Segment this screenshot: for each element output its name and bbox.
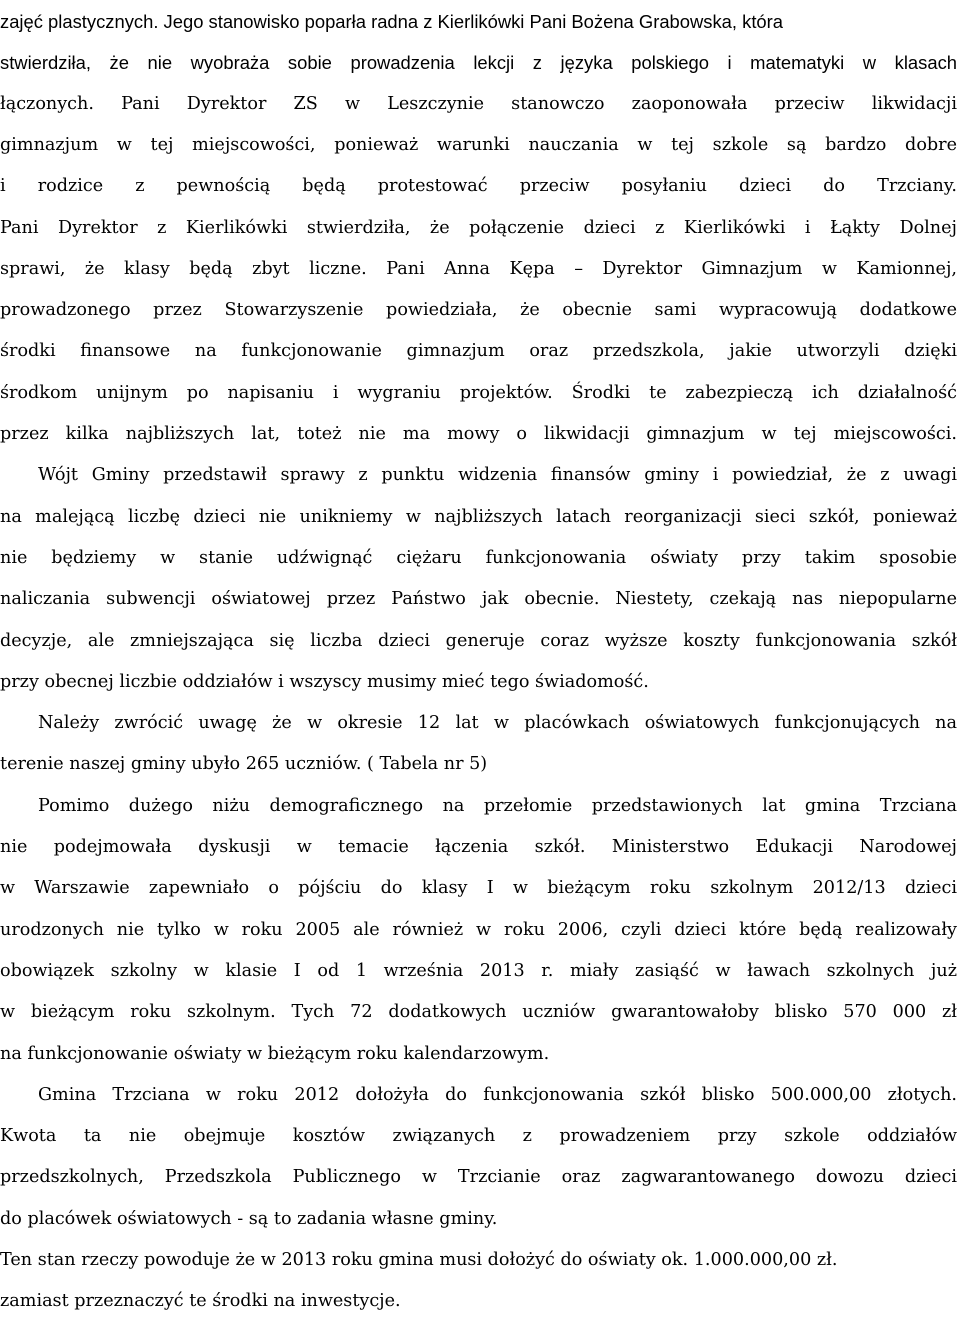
text-line: łączonych. Pani Dyrektor ZS w Leszczynie stanowczo zaoponowała przeciw likwidacji xyxy=(0,93,957,114)
text-line: do placówek oświatowych - są to zadania własne gminy. xyxy=(0,1208,498,1229)
text-line: nie będziemy w stanie udźwignąć ciężaru funkcjonowania oświaty przy takim sposobie xyxy=(0,547,957,568)
text-line: Kwota ta nie obejmuje kosztów związanych z prowadzeniem przy szkole oddziałów xyxy=(0,1126,957,1147)
text-line: zamiast przeznaczyć te środki na inwestycje. xyxy=(0,1291,401,1312)
text-line: obowiązek szkolny w klasie I od 1 września 2013 r. miały zasiąść w ławach szkolnych już xyxy=(0,960,957,981)
text-line: w Warszawie zapewniało o pójściu do klasy I w bieżącym roku szkolnym 2012/13 dzieci xyxy=(0,878,957,899)
text-line: terenie naszej gminy ubyło 265 uczniów. ( Tabela nr 5) xyxy=(0,754,488,775)
text-line: Pani Dyrektor z Kierlikówki stwierdziła, że połączenie dzieci z Kierlikówki i Łąkty Dolnej xyxy=(0,217,957,238)
text-line: sprawi, że klasy będą zbyt liczne. Pani Anna Kępa – Dyrektor Gimnazjum w Kamionnej, xyxy=(0,258,957,279)
text-line: Wójt Gminy przedstawił sprawy z punktu widzenia finansów gminy i powiedział, że z uwagi xyxy=(38,465,957,486)
text-line: Należy zwrócić uwagę że w okresie 12 lat w placówkach oświatowych funkcjonujących na xyxy=(38,713,957,734)
text-line: stwierdziła, że nie wyobraża sobie prowadzenia lekcji z języka polskiego i matematyki w klasach xyxy=(0,52,957,74)
text-line: przez kilka najbliższych lat, toteż nie ma mowy o likwidacji gimnazjum w tej miejscowości. xyxy=(0,424,957,444)
text-line: na malejącą liczbę dzieci nie unikniemy w najbliższych latach reorganizacji sieci szkół, ponieważ xyxy=(0,506,957,527)
text-line: przy obecnej liczbie oddziałów i wszyscy musimy mieć tego świadomość. xyxy=(0,671,649,692)
text-line: środkom unijnym po napisaniu i wygraniu projektów. Środki te zabezpieczą ich działalność xyxy=(0,382,957,403)
text-line: w bieżącym roku szkolnym. Tych 72 dodatkowych uczniów gwarantowałoby blisko 570 000 zł xyxy=(0,1002,957,1023)
text-line: decyzje, ale zmniejszająca się liczba dzieci generuje coraz wyższe koszty funkcjonowania szkół xyxy=(0,630,957,651)
text-line: i rodzice z pewnością będą protestować przeciw posyłaniu dzieci do Trzciany. xyxy=(0,176,957,197)
text-line: zajęć plastycznych. Jego stanowisko poparła radna z Kierlikówki Pani Bożena Grabowska, która xyxy=(0,11,784,32)
text-line: przedszkolnych, Przedszkola Publicznego w Trzcianie oraz zagwarantowanego dowozu dzieci xyxy=(0,1167,957,1188)
text-line: Ten stan rzeczy powoduje że w 2013 roku gmina musi dołożyć do oświaty ok. 1.000.000,00 zł. xyxy=(0,1250,838,1270)
text-line: środki finansowe na funkcjonowanie gimnazjum oraz przedszkola, jakie utworzyli dzięki xyxy=(0,341,957,362)
text-line: Pomimo dużego niżu demograficznego na przełomie przedstawionych lat gmina Trzciana xyxy=(38,795,957,816)
text-line: naliczania subwencji oświatowej przez Państwo jak obecnie. Niestety, czekają nas niepopularne xyxy=(0,589,957,610)
text-line: urodzonych nie tylko w roku 2005 ale również w roku 2006, czyli dzieci które będą realizowały xyxy=(0,919,957,940)
text-line: na funkcjonowanie oświaty w bieżącym roku kalendarzowym. xyxy=(0,1043,550,1064)
text-line: nie podejmowała dyskusji w temacie łączenia szkół. Ministerstwo Edukacji Narodowej xyxy=(0,837,957,857)
text-line: prowadzonego przez Stowarzyszenie powiedziała, że obecnie sami wypracowują dodatkowe xyxy=(0,300,957,321)
text-line: Gmina Trzciana w roku 2012 dołożyła do funkcjonowania szkół blisko 500.000,00 złotych. xyxy=(38,1084,957,1105)
text-line: gimnazjum w tej miejscowości, ponieważ warunki nauczania w tej szkole są bardzo dobre xyxy=(0,134,957,155)
